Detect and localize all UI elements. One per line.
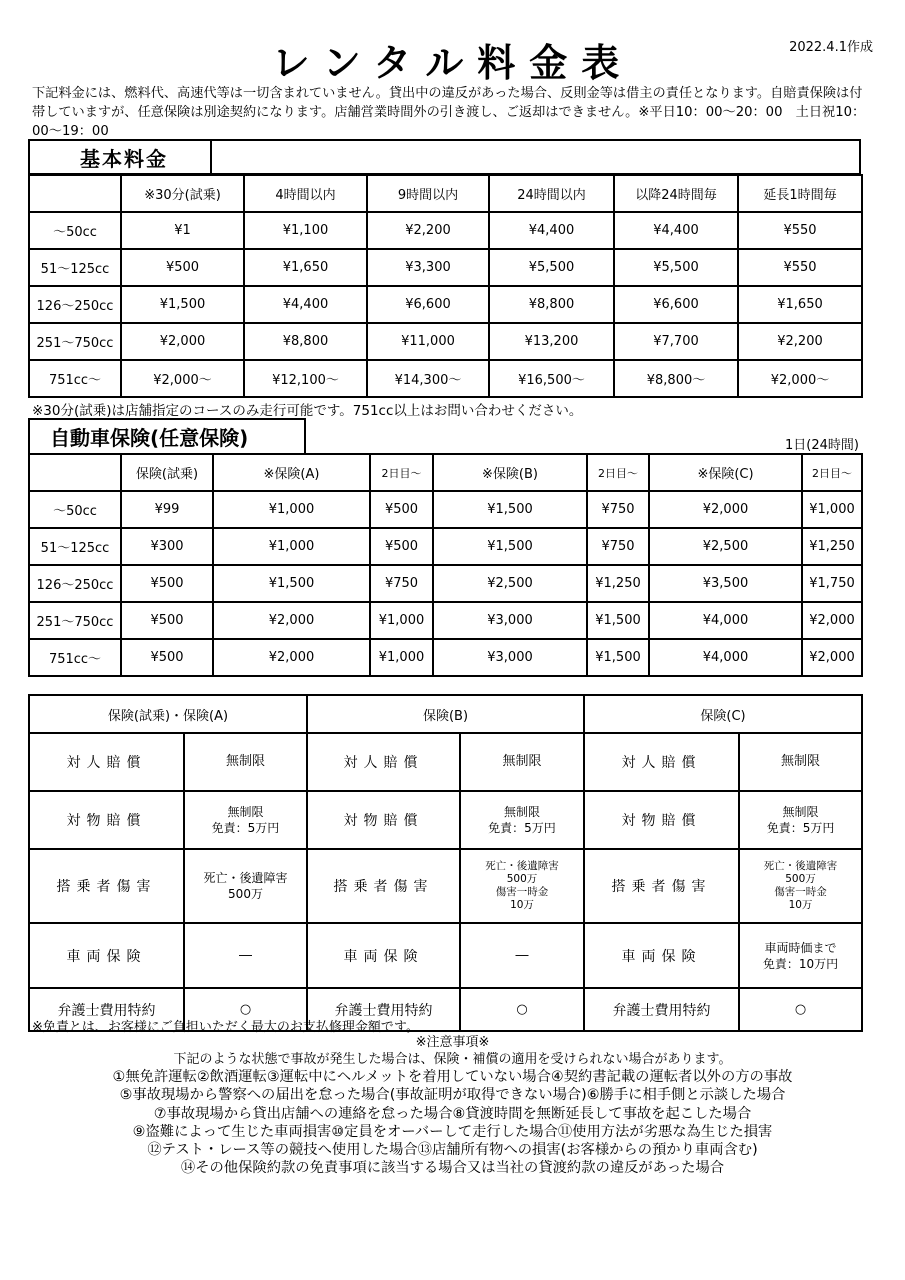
table-row: [29, 791, 862, 849]
coverage-table: [28, 694, 863, 1032]
row-header: 51～125cc: [29, 249, 121, 286]
table-row: [29, 849, 862, 923]
table-cell: ¥1,000: [213, 491, 370, 528]
column-header: ※保険(A): [213, 454, 370, 491]
table-cell: ¥1,650: [738, 286, 862, 323]
table-cell: ¥3,000: [433, 639, 587, 676]
coverage-label: 搭乗者傷害: [29, 849, 184, 923]
table-cell: ¥550: [738, 249, 862, 286]
coverage-value: ―: [184, 923, 307, 988]
table-cell: ¥3,000: [433, 602, 587, 639]
table-cell: ¥1,250: [802, 528, 862, 565]
table-cell: ¥4,400: [244, 286, 367, 323]
table-cell: ¥7,700: [614, 323, 738, 360]
column-header: ※保険(B): [433, 454, 587, 491]
table-cell: ¥13,200: [489, 323, 614, 360]
coverage-label: 車両保険: [584, 923, 739, 988]
table-row: [29, 602, 862, 639]
table-cell: ¥2,000: [213, 639, 370, 676]
table-cell: ¥4,000: [649, 639, 802, 676]
table-cell: ¥4,000: [649, 602, 802, 639]
column-header: 4時間以内: [244, 175, 367, 212]
table-row: [29, 323, 862, 360]
table-cell: ¥3,300: [367, 249, 489, 286]
table-cell: ¥1,100: [244, 212, 367, 249]
coverage-label: 対人賠償: [584, 733, 739, 791]
divider: [210, 139, 212, 175]
caution-section: [0, 1034, 905, 1178]
table-cell: ¥2,500: [433, 565, 587, 602]
table-row: [29, 360, 862, 397]
table-cell: ¥6,600: [367, 286, 489, 323]
table-cell: ¥2,000: [213, 602, 370, 639]
coverage-label: 対人賠償: [307, 733, 460, 791]
table-cell: ¥1,250: [587, 565, 649, 602]
caution-item: ⑫テスト・レース等の競技へ使用した場合⑬店舗所有物への損害(お客様からの預かり車両含む): [147, 1142, 758, 1159]
row-header: 251～750cc: [29, 323, 121, 360]
column-header: 2日目～: [802, 454, 862, 491]
coverage-label: 車両保険: [29, 923, 184, 988]
table-cell: ¥1,650: [244, 249, 367, 286]
caution-item: ①無免許運転②飲酒運転③運転中にヘルメットを着用していない場合④契約書記載の運転者以外の方の事故: [112, 1069, 793, 1085]
coverage-value: ○: [184, 988, 307, 1031]
coverage-value: 無制限 免責：5万円: [460, 791, 584, 849]
coverage-value: 無制限: [184, 733, 307, 791]
table-cell: ¥2,000: [649, 491, 802, 528]
column-header: 延長1時間毎: [738, 175, 862, 212]
table-cell: ¥11,000: [367, 323, 489, 360]
table-cell: ¥2,000: [121, 323, 244, 360]
coverage-value: 無制限 免責：5万円: [184, 791, 307, 849]
caution-item: ⑨盗難によって生じた車両損害⑩定員をオーバーして走行した場合⑪使用方法が劣悪な為生じた損害: [132, 1123, 773, 1140]
header-corner: [29, 175, 121, 212]
coverage-label: 弁護士費用特約: [584, 988, 739, 1031]
table-cell: ¥99: [121, 491, 213, 528]
caution-item: ⑦事故現場から貸出店舗への連絡を怠った場合⑧貸渡時間を無断延長して事故を起こした場合: [153, 1105, 752, 1122]
row-header: 126～250cc: [29, 565, 121, 602]
table-cell: ¥4,400: [614, 212, 738, 249]
coverage-label: 対物賠償: [29, 791, 184, 849]
basic-fee-title: 基本料金: [80, 147, 168, 171]
table-cell: ¥2,200: [738, 323, 862, 360]
row-header: 751cc～: [29, 360, 121, 397]
intro-text: 下記料金には、燃料代、高速代等は一切含まれていません。貸出中の違反があった場合、反則金等は借主の責任となります。自賠責保険は付帯していますが、任意保険は別途契約になります。店舗営業時間外の引き渡し、ご返却はできません。※平日10：00～20：00 土日祝10：00～19：00: [32, 86, 866, 139]
table-cell: ¥8,800: [244, 323, 367, 360]
table-row: [29, 639, 862, 676]
table-cell: ¥2,000: [802, 639, 862, 676]
table-cell: ¥2,000～: [121, 360, 244, 397]
table-cell: ¥3,500: [649, 565, 802, 602]
row-header: 126～250cc: [29, 286, 121, 323]
basic-fee-table: [28, 174, 863, 398]
table-cell: ¥750: [587, 528, 649, 565]
table-cell: ¥12,100～: [244, 360, 367, 397]
table-row: [29, 212, 862, 249]
table-row: [29, 249, 862, 286]
table-cell: ¥2,200: [367, 212, 489, 249]
table-cell: ¥500: [121, 602, 213, 639]
table-cell: ¥1,000: [802, 491, 862, 528]
table-row: [29, 286, 862, 323]
coverage-label: 搭乗者傷害: [307, 849, 460, 923]
basic-fee-note: ※30分(試乗)は店舗指定のコースのみ走行可能です。751cc以上はお問い合わせください。: [32, 403, 583, 419]
caution-heading: ※注意事項※: [415, 1035, 490, 1050]
table-cell: ¥8,800: [489, 286, 614, 323]
table-cell: ¥1,500: [121, 286, 244, 323]
table-cell: ¥2,500: [649, 528, 802, 565]
coverage-value: ○: [460, 988, 584, 1031]
coverage-value: 死亡・後遺障害 500万 傷害一時金 10万: [460, 849, 584, 923]
row-header: 751cc～: [29, 639, 121, 676]
coverage-label: 対物賠償: [307, 791, 460, 849]
coverage-value: 無制限: [739, 733, 862, 791]
coverage-note: ※免責とは、お客様にご負担いただく最大のお支払修理金額です。: [32, 1020, 419, 1035]
page-title: レンタル料金表: [271, 41, 634, 85]
coverage-label: 車両保険: [307, 923, 460, 988]
table-cell: ¥6,600: [614, 286, 738, 323]
auto-insurance-table: [28, 453, 863, 677]
coverage-value: ―: [460, 923, 584, 988]
table-row: [29, 565, 862, 602]
row-header: 251～750cc: [29, 602, 121, 639]
column-header: 9時間以内: [367, 175, 489, 212]
table-cell: ¥1,750: [802, 565, 862, 602]
table-cell: ¥1,500: [587, 639, 649, 676]
coverage-label: 弁護士費用特約: [307, 988, 460, 1031]
table-cell: ¥500: [121, 639, 213, 676]
table-cell: ¥4,400: [489, 212, 614, 249]
coverage-value: 無制限: [460, 733, 584, 791]
coverage-label: 対人賠償: [29, 733, 184, 791]
auto-insurance-title: 自動車保険(任意保険): [50, 426, 249, 450]
table-cell: ¥1,000: [213, 528, 370, 565]
created-date: 2022.4.1作成: [789, 40, 873, 55]
column-header: 2日目～: [587, 454, 649, 491]
table-cell: ¥750: [587, 491, 649, 528]
table-cell: ¥1,000: [370, 639, 433, 676]
coverage-group-header: 保険(C): [584, 695, 862, 733]
table-cell: ¥550: [738, 212, 862, 249]
coverage-group-header: 保険(試乗)・保険(A): [29, 695, 307, 733]
table-row: [29, 923, 862, 988]
column-header: 以降24時間毎: [614, 175, 738, 212]
table-cell: ¥16,500～: [489, 360, 614, 397]
coverage-label: 弁護士費用特約: [29, 988, 184, 1031]
row-header: 51～125cc: [29, 528, 121, 565]
caution-item: ⑤事故現場から警察への届出を怠った場合(事故証明が取得できない場合)⑥勝手に相手側と示談した場合: [119, 1087, 786, 1104]
header-corner: [29, 454, 121, 491]
table-row: [29, 733, 862, 791]
coverage-value: 無制限 免責：5万円: [739, 791, 862, 849]
table-cell: ¥1,500: [213, 565, 370, 602]
coverage-value: 死亡・後遺障害 500万: [184, 849, 307, 923]
caution-lead: 下記のような状態で事故が発生した場合は、保険・補償の適用を受けられない場合があります。: [173, 1052, 732, 1067]
table-cell: ¥1,500: [433, 528, 587, 565]
column-header: 2日目～: [370, 454, 433, 491]
table-cell: ¥2,000～: [738, 360, 862, 397]
table-cell: ¥5,500: [614, 249, 738, 286]
coverage-label: 対物賠償: [584, 791, 739, 849]
table-cell: ¥1,000: [370, 602, 433, 639]
table-row: [29, 491, 862, 528]
table-cell: ¥1: [121, 212, 244, 249]
table-cell: ¥5,500: [489, 249, 614, 286]
row-header: ～50cc: [29, 212, 121, 249]
column-header: 24時間以内: [489, 175, 614, 212]
column-header: ※30分(試乗): [121, 175, 244, 212]
table-cell: ¥500: [370, 528, 433, 565]
coverage-value: 車両時価まで 免責：10万円: [739, 923, 862, 988]
column-header: ※保険(C): [649, 454, 802, 491]
coverage-group-header: 保険(B): [307, 695, 584, 733]
table-cell: ¥14,300～: [367, 360, 489, 397]
table-cell: ¥1,500: [587, 602, 649, 639]
table-cell: ¥500: [121, 565, 213, 602]
table-cell: ¥500: [370, 491, 433, 528]
caution-item: ⑭その他保険約款の免責事項に該当する場合又は当社の貸渡約款の違反があった場合: [180, 1160, 725, 1177]
auto-insurance-unit: 1日(24時間): [785, 438, 859, 453]
table-cell: ¥300: [121, 528, 213, 565]
table-cell: ¥8,800～: [614, 360, 738, 397]
table-cell: ¥2,000: [802, 602, 862, 639]
table-cell: ¥1,500: [433, 491, 587, 528]
column-header: 保険(試乗): [121, 454, 213, 491]
table-cell: ¥750: [370, 565, 433, 602]
table-cell: ¥500: [121, 249, 244, 286]
coverage-label: 搭乗者傷害: [584, 849, 739, 923]
table-row: [29, 528, 862, 565]
row-header: ～50cc: [29, 491, 121, 528]
coverage-value: ○: [739, 988, 862, 1031]
coverage-value: 死亡・後遺障害 500万 傷害一時金 10万: [739, 849, 862, 923]
